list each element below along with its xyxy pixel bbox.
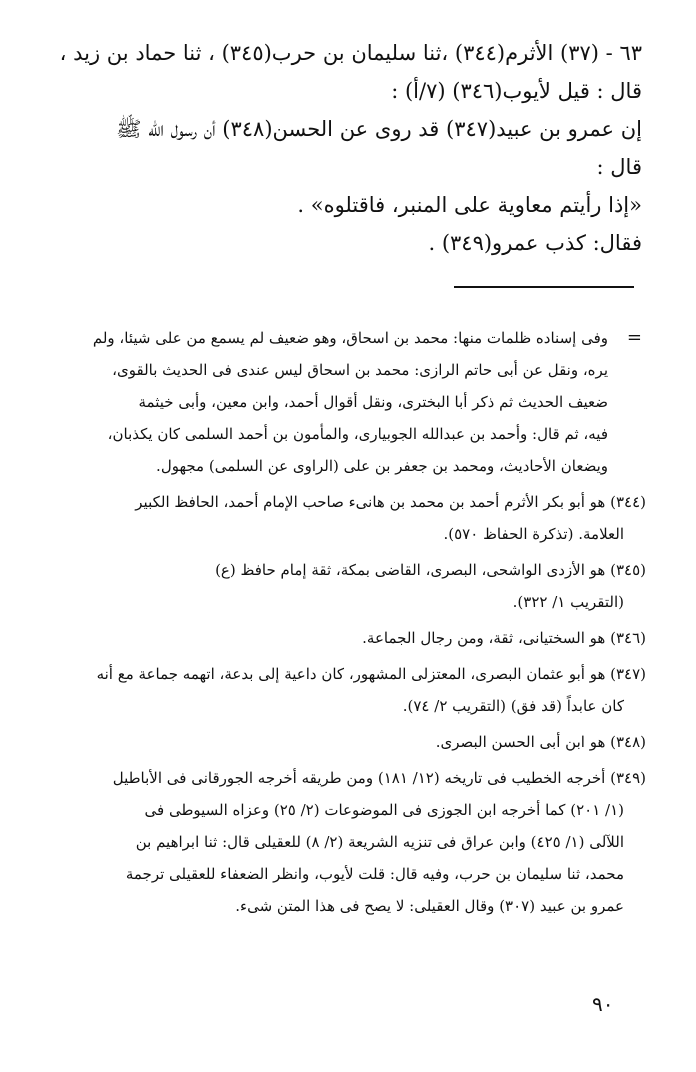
main-line: فقال: كذب عمرو(٣٤٩) . — [428, 231, 642, 255]
footnote-345 — [54, 554, 646, 618]
footnote-line: (٣٤٧) هو أبو عثمان البصرى، المعتزلى المشهور، كان داعية إلى بدعة، اتهمه جماعة مع أنه — [96, 665, 646, 683]
footnote-line: (٣٤٨) هو ابن أبى الحسن البصرى. — [435, 733, 646, 751]
footnote-346 — [54, 622, 646, 654]
footnote-line: فيه، ثم قال: وأحمد بن عبدالله الجوبيارى، والمأمون بن أحمد السلمى كان يكذبان، — [107, 425, 608, 443]
footnote-347 — [54, 658, 646, 722]
main-line: قال : — [596, 155, 642, 179]
footnote-line: (٣٤٤) هو أبو بكر الأثرم أحمد بن محمد بن هانىء صاحب الإمام أحمد، الحافظ الكبير — [135, 493, 646, 511]
footnote-line: عمرو بن عبيد (٣٠٧) وقال العقيلى: لا يصح فى هذا المتن شىء. — [235, 897, 624, 915]
footnote-separator — [454, 286, 634, 288]
footnote-349 — [54, 762, 646, 922]
page-number: ٩٠ — [592, 992, 614, 1016]
footnote-line: العلامة. (تذكرة الحفاظ ٥٧٠). — [443, 525, 624, 543]
main-line: قال : قيل لأيوب(٣٤٦) (٧/أ) : — [391, 79, 642, 103]
footnote-line: محمد، ثنا سليمان بن حرب، وفيه قال: قلت لأيوب، وانظر الضعفاء للعقيلى ترجمة — [125, 865, 624, 883]
footnote-line: وفى إسناده ظلمات منها: محمد بن اسحاق، وهو ضعيف لم يسمع من على شيئا، ولم — [92, 329, 608, 347]
footnote-line: (١/ ٢٠١) كما أخرجه ابن الجوزى فى الموضوعات (٢/ ٢٥) وعزاه السيوطى فى — [144, 801, 624, 819]
footnote-line: ضعيف الحديث ثم ذكر أبا البخترى، ونقل أقوال أحمد، وابن معين، وأبى خيثمة — [138, 393, 608, 411]
footnote-348 — [54, 726, 646, 758]
footnote-line: اللآلى (١/ ٤٢٥) وابن عراق فى تنزيه الشريعة (٢/ ٨) للعقيلى قال: ثنا ابراهيم بن — [135, 833, 624, 851]
main-line: «إذا رأيتم معاوية على المنبر، فاقتلوه» . — [297, 193, 642, 217]
footnote-line: ويضعان الأحاديث، ومحمد بن جعفر بن على (الراوى عن السلمى) مجهول. — [156, 457, 608, 475]
footnote-line: (٣٤٦) هو السختيانى، ثقة، ومن رجال الجماعة. — [362, 629, 646, 647]
footnote-344 — [54, 486, 646, 550]
footnotes — [54, 322, 646, 926]
main-text — [60, 34, 642, 262]
footnote-carryover — [54, 322, 646, 482]
footnote-line: (٣٤٥) هو الأزدى الواشحى، البصرى، القاضى بمكة، ثقة إمام حافظ (ع) — [215, 561, 646, 579]
main-line: إن عمرو بن عبيد(٣٤٧) قد روى عن الحسن(٣٤٨) أن رسول الله ﷺ — [116, 117, 642, 141]
footnote-line: (٣٤٩) أخرجه الخطيب فى تاريخه (١٢/ ١٨١) ومن طريقه أخرجه الجورقانى فى الأباطيل — [112, 769, 646, 787]
continuation-mark: = — [626, 327, 642, 348]
footnote-line: يره، ونقل عن أبى حاتم الرازى: محمد بن اسحاق ليس عندى فى الحديث بالقوى، — [112, 361, 608, 379]
footnote-line: (التقريب ١/ ٣٢٢). — [512, 593, 624, 611]
footnote-line: كان عابداً (قد فق) (التقريب ٢/ ٧٤). — [402, 697, 624, 715]
main-line: ٦٣ - (٣٧) الأثرم(٣٤٤) ،ثنا سليمان بن حرب(٣٤٥) ، ثنا حماد بن زيد ، — [59, 41, 642, 65]
